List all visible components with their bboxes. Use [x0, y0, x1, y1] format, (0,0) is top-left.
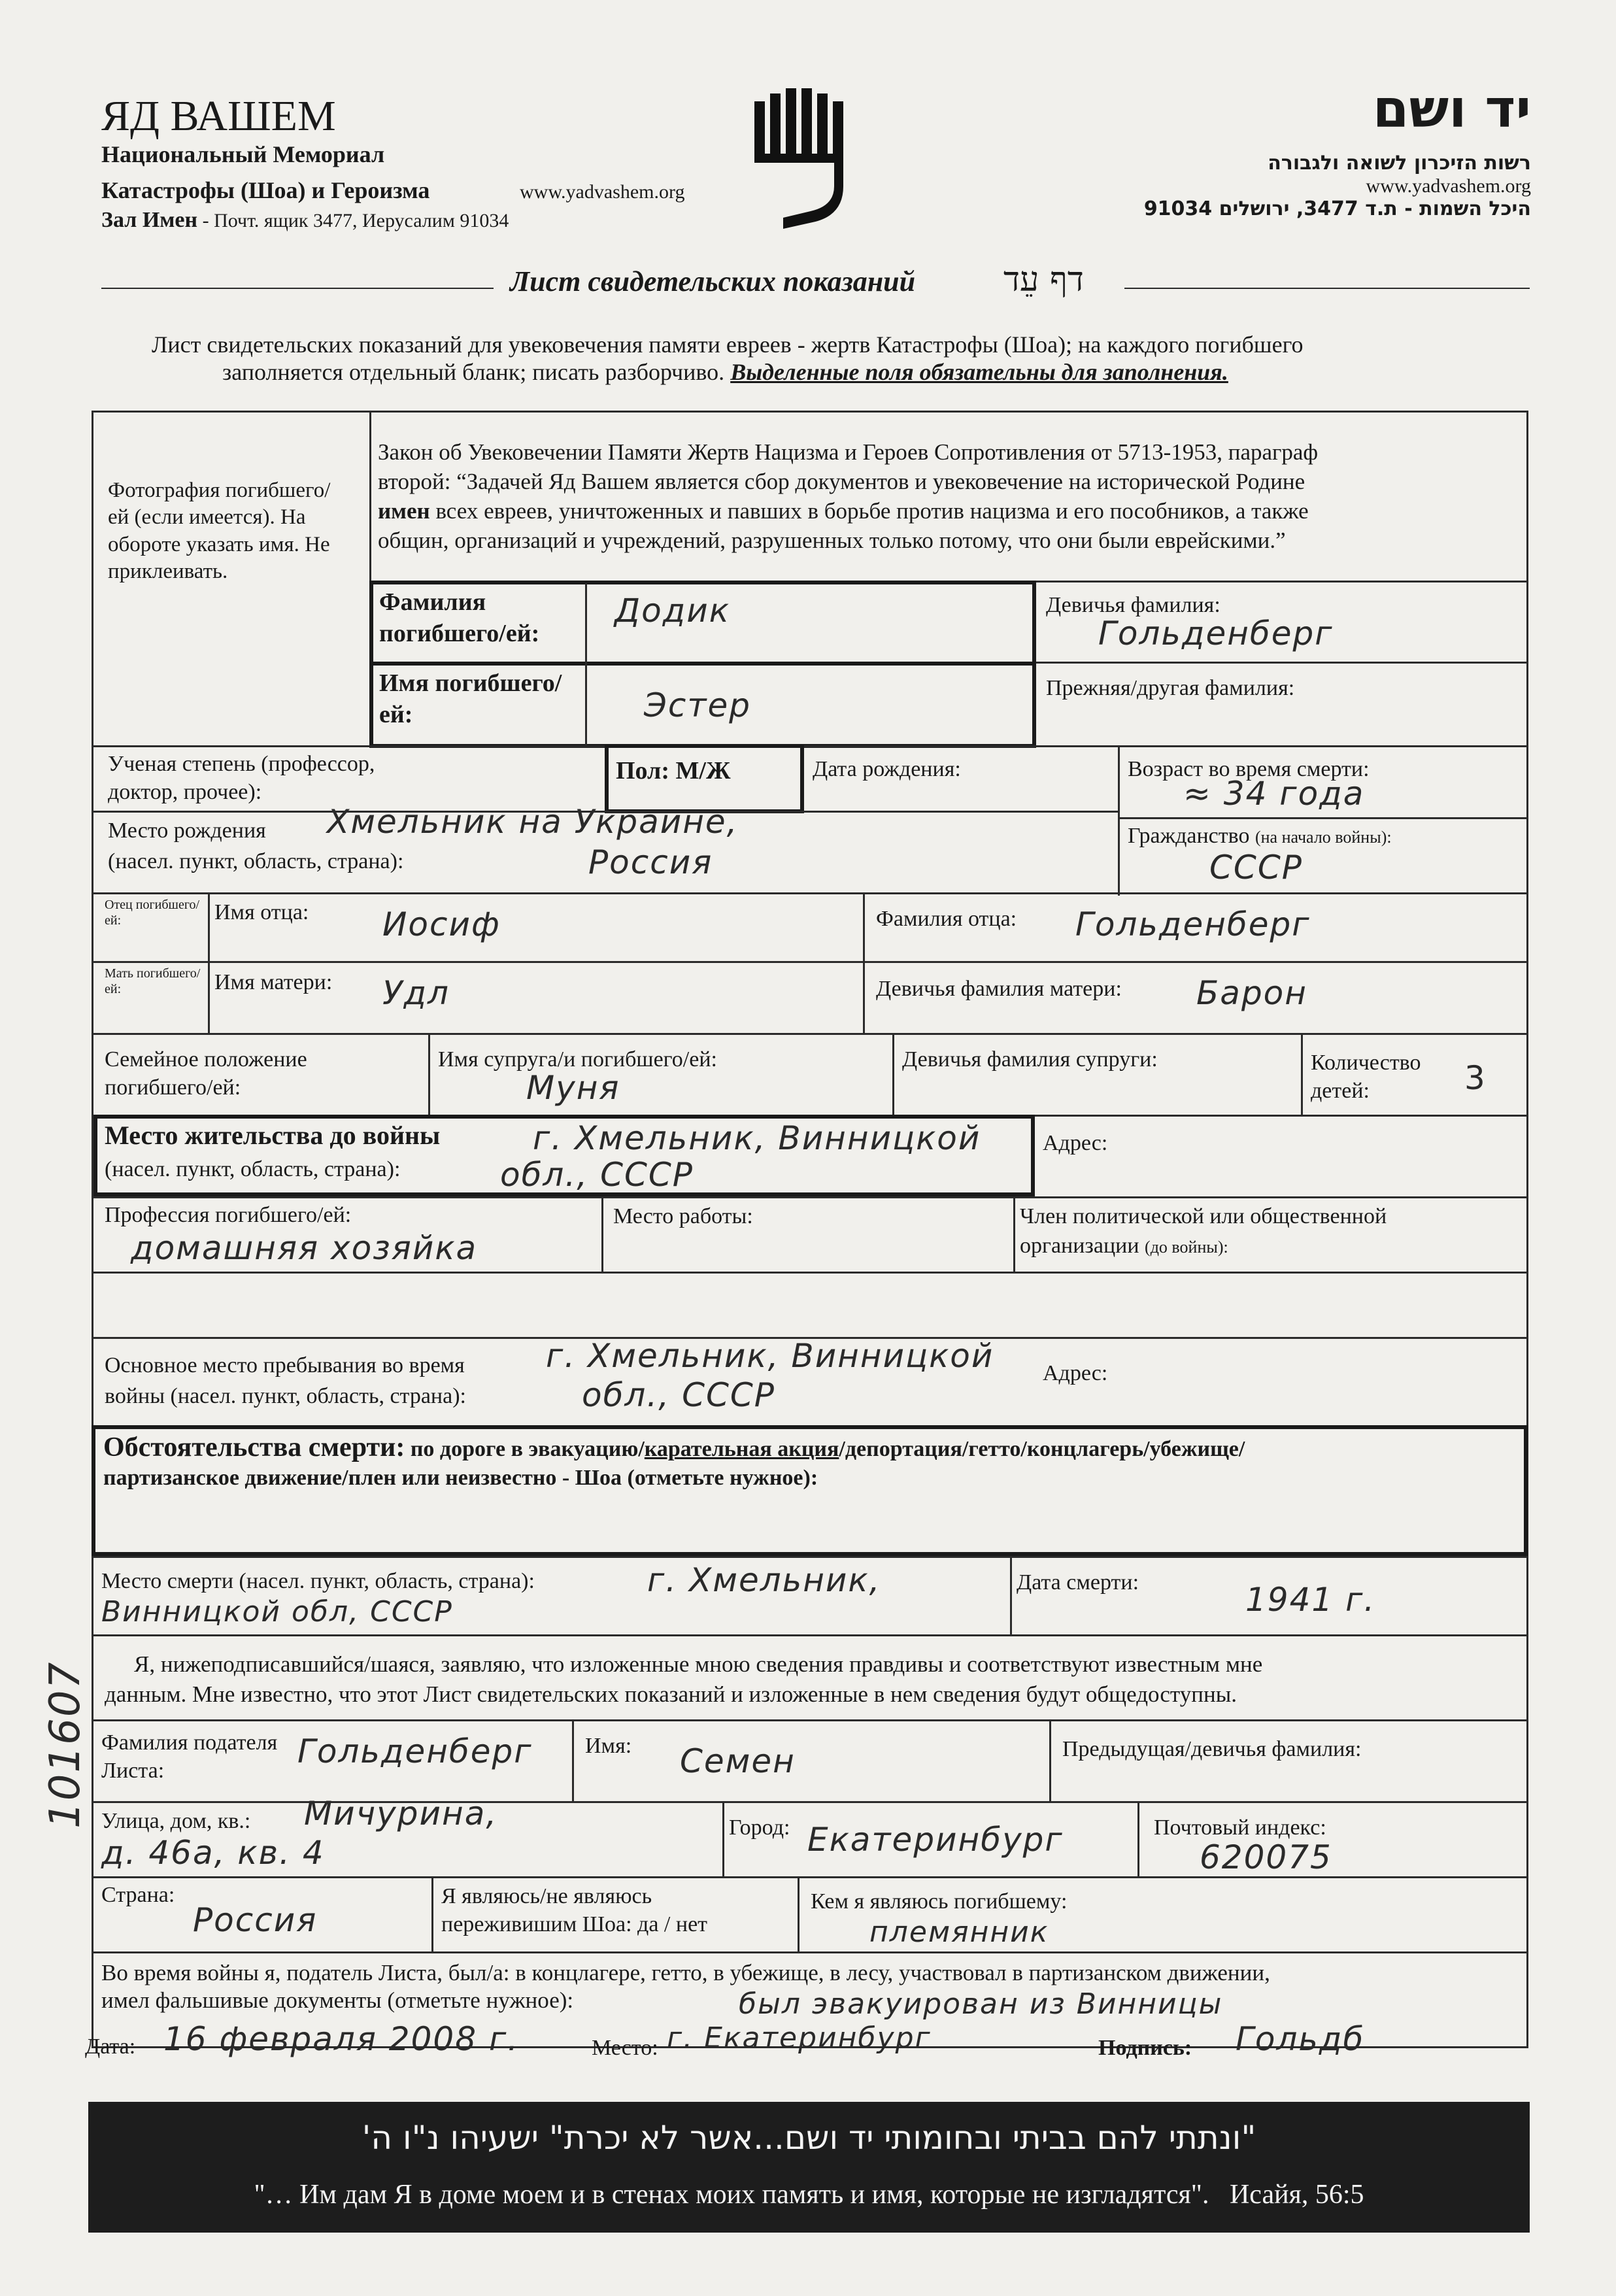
spouse-value: Муня	[526, 1069, 620, 1107]
street-label: Улица, дом, кв.:	[101, 1809, 251, 1833]
children-value: 3	[1464, 1059, 1487, 1097]
circ-opts1: по дороге в эвакуацию/	[410, 1437, 645, 1461]
relation-value: племянник	[869, 1916, 1049, 1949]
hall-bold: Зал Имен	[101, 208, 198, 232]
marital-label: Семейное положение погибшего/ей:	[105, 1047, 307, 1100]
signature: Гольдб	[1236, 2020, 1365, 2058]
father-name-value: Иосиф	[382, 905, 501, 943]
circ-opts-punitive: карательная акция	[644, 1437, 839, 1461]
name-value: Эстер	[644, 686, 752, 724]
birthdate-label: Дата рождения:	[813, 757, 961, 781]
form-title: Лист свидетельских показаний	[510, 265, 916, 297]
surname-divider	[585, 583, 587, 745]
org-line3: Катастрофы (Шоа) и Героизма	[101, 177, 430, 203]
footer-citation: Исайя, 56:5	[1229, 2180, 1364, 2210]
law-line2: второй: “Задачей Яд Вашем является сбор документов и увековечение на исторической Родине	[378, 469, 1305, 494]
citizenship-value: СССР	[1209, 849, 1303, 886]
country-divider	[431, 1876, 433, 1951]
surname-value: Додик	[614, 592, 730, 630]
rule-1240b	[1118, 817, 1526, 819]
footer-hebrew-quote: "ונתתי להם בביתי ובחומותי יד ושם...אשר לא יכרת" ישעיהו נ"ו ה'	[362, 2119, 1256, 2157]
intro-line2	[222, 358, 1228, 386]
rule-2870	[92, 1876, 1526, 1878]
street-value1: Мичурина,	[304, 1795, 498, 1832]
wartime-address-label: Адрес:	[1043, 1361, 1108, 1385]
submitter-surname-value: Гольденберг	[297, 1732, 533, 1770]
father-surname-label: Фамилия отца:	[876, 907, 1017, 931]
mother-side-label: Мать погибшего/ ей:	[105, 966, 201, 996]
death-date-label: Дата смерти:	[1017, 1570, 1139, 1595]
rule-2985	[92, 1951, 1526, 1953]
mother-maiden-label: Девичья фамилия матери:	[876, 977, 1122, 1001]
member-note: (до войны):	[1145, 1238, 1228, 1257]
survivor-label: Я являюсь/не являюсь переживишим Шоа: да / нет	[441, 1884, 708, 1936]
intro-line2-text: заполняется отдельный бланк; писать разборчиво.	[222, 359, 731, 385]
submitter-name-value: Семен	[680, 1742, 796, 1780]
circumstances-label: Обстоятельства смерти:	[103, 1432, 405, 1462]
rule-1140	[92, 745, 1526, 747]
wartime-value1: г. Хмельник, Винницкой	[546, 1337, 994, 1375]
submitter-div2	[1049, 1719, 1051, 1801]
law-line4: общин, организаций и учреждений, разрушенных только потому, что они были еврейскими.”	[378, 528, 1286, 553]
father-side-label: Отец погибшего/ ей:	[105, 898, 200, 928]
during-war-value: был эвакуирован из Винницы	[739, 1987, 1223, 2021]
street-divider	[722, 1801, 724, 1876]
birthplace-label2: (насел. пункт, область, страна):	[108, 849, 404, 873]
rule-2630	[92, 1719, 1526, 1721]
law-line3	[378, 498, 1309, 524]
hall-of-names	[101, 208, 509, 233]
submitter-surname-label: Фамилия подателя Листа:	[101, 1730, 278, 1783]
form-title-he: דף עֵד	[1003, 260, 1084, 299]
frame-right	[1526, 411, 1528, 2048]
workplace-label: Место работы:	[613, 1204, 753, 1228]
circumstances-line1	[103, 1430, 1245, 1465]
spouse-maiden-label: Девичья фамилия супруги:	[902, 1047, 1158, 1072]
mother-name-value: Удл	[382, 974, 450, 1012]
residence-label: Место жительства до войны	[105, 1121, 441, 1150]
wartime-label2: войны (насел. пункт, область, страна):	[105, 1384, 466, 1408]
org-name-he: יד ושם	[1372, 78, 1531, 139]
profession-value: домашняя хозяйка	[131, 1229, 478, 1267]
spouse-divider	[892, 1033, 894, 1115]
during-war-line2: имел фальшивые документы (отметьте нужное):	[101, 1987, 574, 2013]
footer-russian-quote: "… Им дам Я в доме моем и в стенах моих память и имя, которые не изгладятся".	[254, 2180, 1209, 2210]
he-line4: היכל השמות - ת.ד 3477, ירושלים 91034	[1143, 197, 1531, 220]
rule-1945	[92, 1272, 1526, 1274]
zip-label: Почтовый индекс:	[1154, 1815, 1326, 1840]
birthplace-value1: Хмельник на Украине,	[327, 803, 739, 841]
marital-divider	[428, 1033, 430, 1115]
death-date-divider	[1010, 1556, 1012, 1634]
law-line1: Закон об Увековечении Памяти Жертв Нацизма и Героев Сопротивления от 5713-1953, параграф	[378, 439, 1319, 465]
place-label: Место:	[592, 2036, 658, 2060]
birthplace-value2: Россия	[588, 843, 713, 881]
death-place-label: Место смерти (насел. пункт, область, страна):	[101, 1569, 535, 1593]
org-line2: Национальный Мемориал	[101, 141, 385, 167]
wartime-label1: Основное место пребывания во время	[105, 1353, 465, 1377]
frame-top	[92, 411, 1528, 413]
rule-1470	[92, 961, 1526, 963]
birthplace-label: Место рождения	[108, 819, 266, 843]
rule-1580	[92, 1033, 1526, 1035]
rule-1012	[1036, 662, 1526, 664]
during-war-line1: Во время войны я, податель Листа, был/а: в концлагере, гетто, в убежище, в лесу, участвовал в партизанском движении,	[101, 1960, 1270, 1985]
spouse-label: Имя супруга/и погибшего/ей:	[438, 1047, 717, 1072]
survivor-divider	[798, 1876, 800, 1951]
submitter-name-label: Имя:	[585, 1734, 632, 1758]
profession-divider	[601, 1196, 603, 1272]
city-value: Екатеринбург	[807, 1821, 1064, 1859]
residence-value2: обл., СССР	[500, 1156, 694, 1194]
law-line3-text: всех евреев, уничтоженных и павших в борьбе против нацизма и его пособников, а также	[429, 498, 1309, 524]
circ-opts2: /депортация/гетто/концлагерь/убежище/	[839, 1437, 1245, 1461]
wartime-value2: обл., СССР	[582, 1376, 775, 1414]
place-value: г. Екатеринбург	[667, 2021, 932, 2055]
residence-address-label: Адрес:	[1043, 1131, 1108, 1155]
he-line2: רשות הזיכרון לשואה ולגבורה	[1268, 152, 1531, 175]
title-rule-left	[101, 288, 494, 289]
rule-1830	[92, 1196, 1526, 1198]
zip-value: 620075	[1200, 1838, 1332, 1876]
website-ru: www.yadvashem.org	[520, 181, 685, 203]
rule-1365	[92, 892, 1526, 894]
law-bold-word: имен	[378, 498, 430, 524]
maiden-value: Гольденберг	[1098, 615, 1334, 652]
declaration-line2: данным. Мне известно, что этот Лист свидетельских показаний и изложенные в нем сведения будут общедоступны.	[105, 1681, 1237, 1707]
side-number: 101607	[41, 1661, 90, 1829]
age-divider	[1118, 745, 1120, 896]
relation-label: Кем я являюсь погибшему:	[811, 1889, 1068, 1914]
city-divider	[1137, 1801, 1139, 1876]
submitter-prev-label: Предыдущая/девичья фамилия:	[1062, 1737, 1362, 1761]
father-name-label: Имя отца:	[214, 900, 309, 924]
death-place-value1: г. Хмельник,	[647, 1561, 881, 1599]
city-label: Город:	[729, 1815, 790, 1840]
citizenship-note: (на начало войны):	[1254, 828, 1392, 847]
age-label: Возраст во время смерти:	[1128, 757, 1370, 781]
workplace-divider	[1013, 1196, 1015, 1272]
rule-2380	[92, 1556, 1526, 1558]
profession-label: Профессия погибшего/ей:	[105, 1203, 352, 1227]
age-value: ≈ 34 года	[1183, 775, 1365, 813]
prev-surname-label: Прежняя/другая фамилия:	[1046, 676, 1295, 700]
street-value2: д. 46а, кв. 4	[101, 1834, 325, 1872]
country-label: Страна:	[101, 1883, 175, 1907]
circumstances-line2: партизанское движение/плен или неизвестно - Шоа (отметьте нужное):	[103, 1466, 818, 1490]
country-value: Россия	[193, 1901, 318, 1939]
citizenship-label	[1128, 822, 1392, 851]
death-date-value: 1941 г.	[1245, 1581, 1376, 1619]
hall-rest: - Почт. ящик 3477, Иерусалим 91034	[197, 210, 509, 231]
date-label: Дата:	[85, 2034, 136, 2059]
submitter-div1	[572, 1719, 574, 1801]
footer-banner	[88, 2102, 1530, 2233]
name-label: Имя погибшего/ей:	[379, 669, 562, 728]
member-label2-text: организации	[1020, 1234, 1139, 1258]
website-he: www.yadvashem.org	[1366, 175, 1531, 197]
mother-maiden-value: Барон	[1196, 974, 1307, 1012]
maiden-label: Девичья фамилия:	[1046, 593, 1220, 617]
children-divider	[1301, 1033, 1303, 1115]
signature-label: Подпись:	[1098, 2036, 1192, 2060]
footer-russian	[88, 2179, 1530, 2210]
mother-name-label: Имя матери:	[214, 970, 333, 994]
member-label: Член политической или общественной	[1020, 1204, 1387, 1228]
title-rule-right	[1124, 288, 1530, 289]
children-label: Количество детей:	[1311, 1051, 1421, 1103]
intro-emphasis: Выделенные поля обязательны для заполнения.	[730, 359, 1228, 385]
declaration-line1: Я, нижеподписавшийся/шаяся, заявляю, что изложенные мною сведения правдивы и соответствуют известным мне	[134, 1651, 1263, 1677]
yad-vashem-logo	[750, 82, 849, 239]
death-place-value2: Винницкой обл, СССР	[101, 1595, 453, 1629]
degree-label: Ученая степень (профессор, доктор, прочее):	[108, 752, 375, 804]
surname-label: Фамилия погибшего/ей:	[379, 588, 540, 647]
org-name-ru: ЯД ВАШЕМ	[101, 92, 336, 140]
member-label2	[1020, 1232, 1228, 1260]
sex-label: Пол: М/Ж	[616, 757, 731, 785]
citizenship-text: Гражданство	[1128, 824, 1250, 848]
rule-2500	[92, 1634, 1526, 1636]
father-surname-value: Гольденберг	[1075, 905, 1311, 943]
date-value: 16 февраля 2008 г.	[163, 2020, 520, 2058]
intro-line1: Лист свидетельских показаний для увековечения памяти евреев - жертв Катастрофы (Шоа); на каждого погибшего	[152, 331, 1304, 358]
photo-box: Фотография погибшего/ей (если имеется). На обороте указать имя. Не приклеивать.	[108, 479, 331, 583]
residence-value1: г. Хмельник, Винницкой	[533, 1119, 981, 1157]
residence-sub: (насел. пункт, область, страна):	[105, 1157, 401, 1181]
